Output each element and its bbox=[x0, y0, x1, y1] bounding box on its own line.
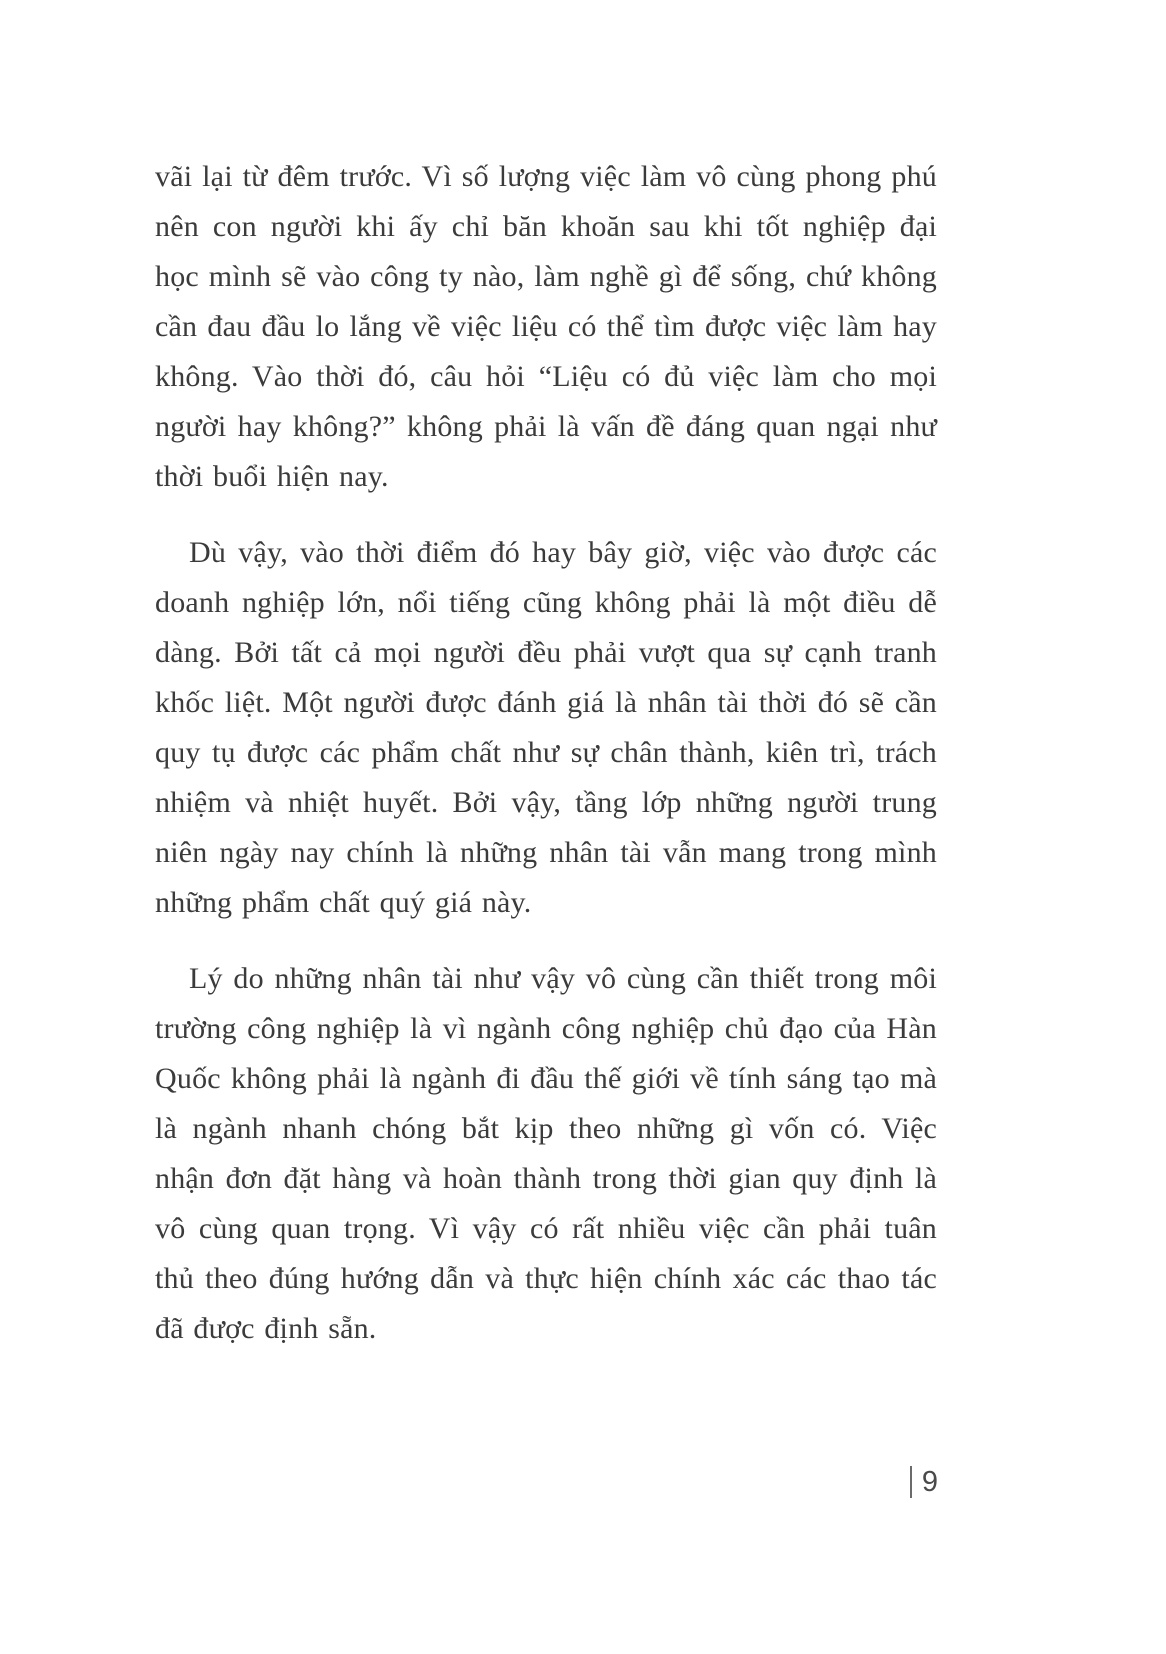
page-number-value: 9 bbox=[921, 1466, 938, 1498]
page-number-divider bbox=[910, 1466, 912, 1498]
page-number bbox=[910, 1462, 938, 1502]
body-text bbox=[155, 152, 937, 1380]
paragraph: Dù vậy, vào thời điểm đó hay bây giờ, việc vào được các doanh nghiệp lớn, nổi tiếng cũng không phải là một điều dễ dàng. Bởi tất cả mọi người đều phải vượt qua sự cạnh tranh khốc liệt. Một người được đánh giá là nhân tài thời đó sẽ cần quy tụ được các phẩm chất như sự chân thành, kiên trì, trách nhiệm và nhiệt huyết. Bởi vậy, tầng lớp những người trung niên ngày nay chính là những nhân tài vẫn mang trong mình những phẩm chất quý giá này. bbox=[155, 536, 937, 919]
paragraph: Lý do những nhân tài như vậy vô cùng cần thiết trong môi trường công nghiệp là vì ngành công nghiệp chủ đạo của Hàn Quốc không phải là ngành đi đầu thế giới về tính sáng tạo mà là ngành nhanh chóng bắt kịp theo những gì vốn có. Việc nhận đơn đặt hàng và hoàn thành trong thời gian quy định là vô cùng quan trọng. Vì vậy có rất nhiều việc cần phải tuân thủ theo đúng hướng dẫn và thực hiện chính xác các thao tác đã được định sẵn. bbox=[155, 962, 937, 1345]
paragraph: vãi lại từ đêm trước. Vì số lượng việc làm vô cùng phong phú nên con người khi ấy chỉ băn khoăn sau khi tốt nghiệp đại học mình sẽ vào công ty nào, làm nghề gì để sống, chứ không cần đau đầu lo lắng về việc liệu có thể tìm được việc làm hay không. Vào thời đó, câu hỏi “Liệu có đủ việc làm cho mọi người hay không?” không phải là vấn đề đáng quan ngại như thời buổi hiện nay. bbox=[155, 160, 937, 493]
